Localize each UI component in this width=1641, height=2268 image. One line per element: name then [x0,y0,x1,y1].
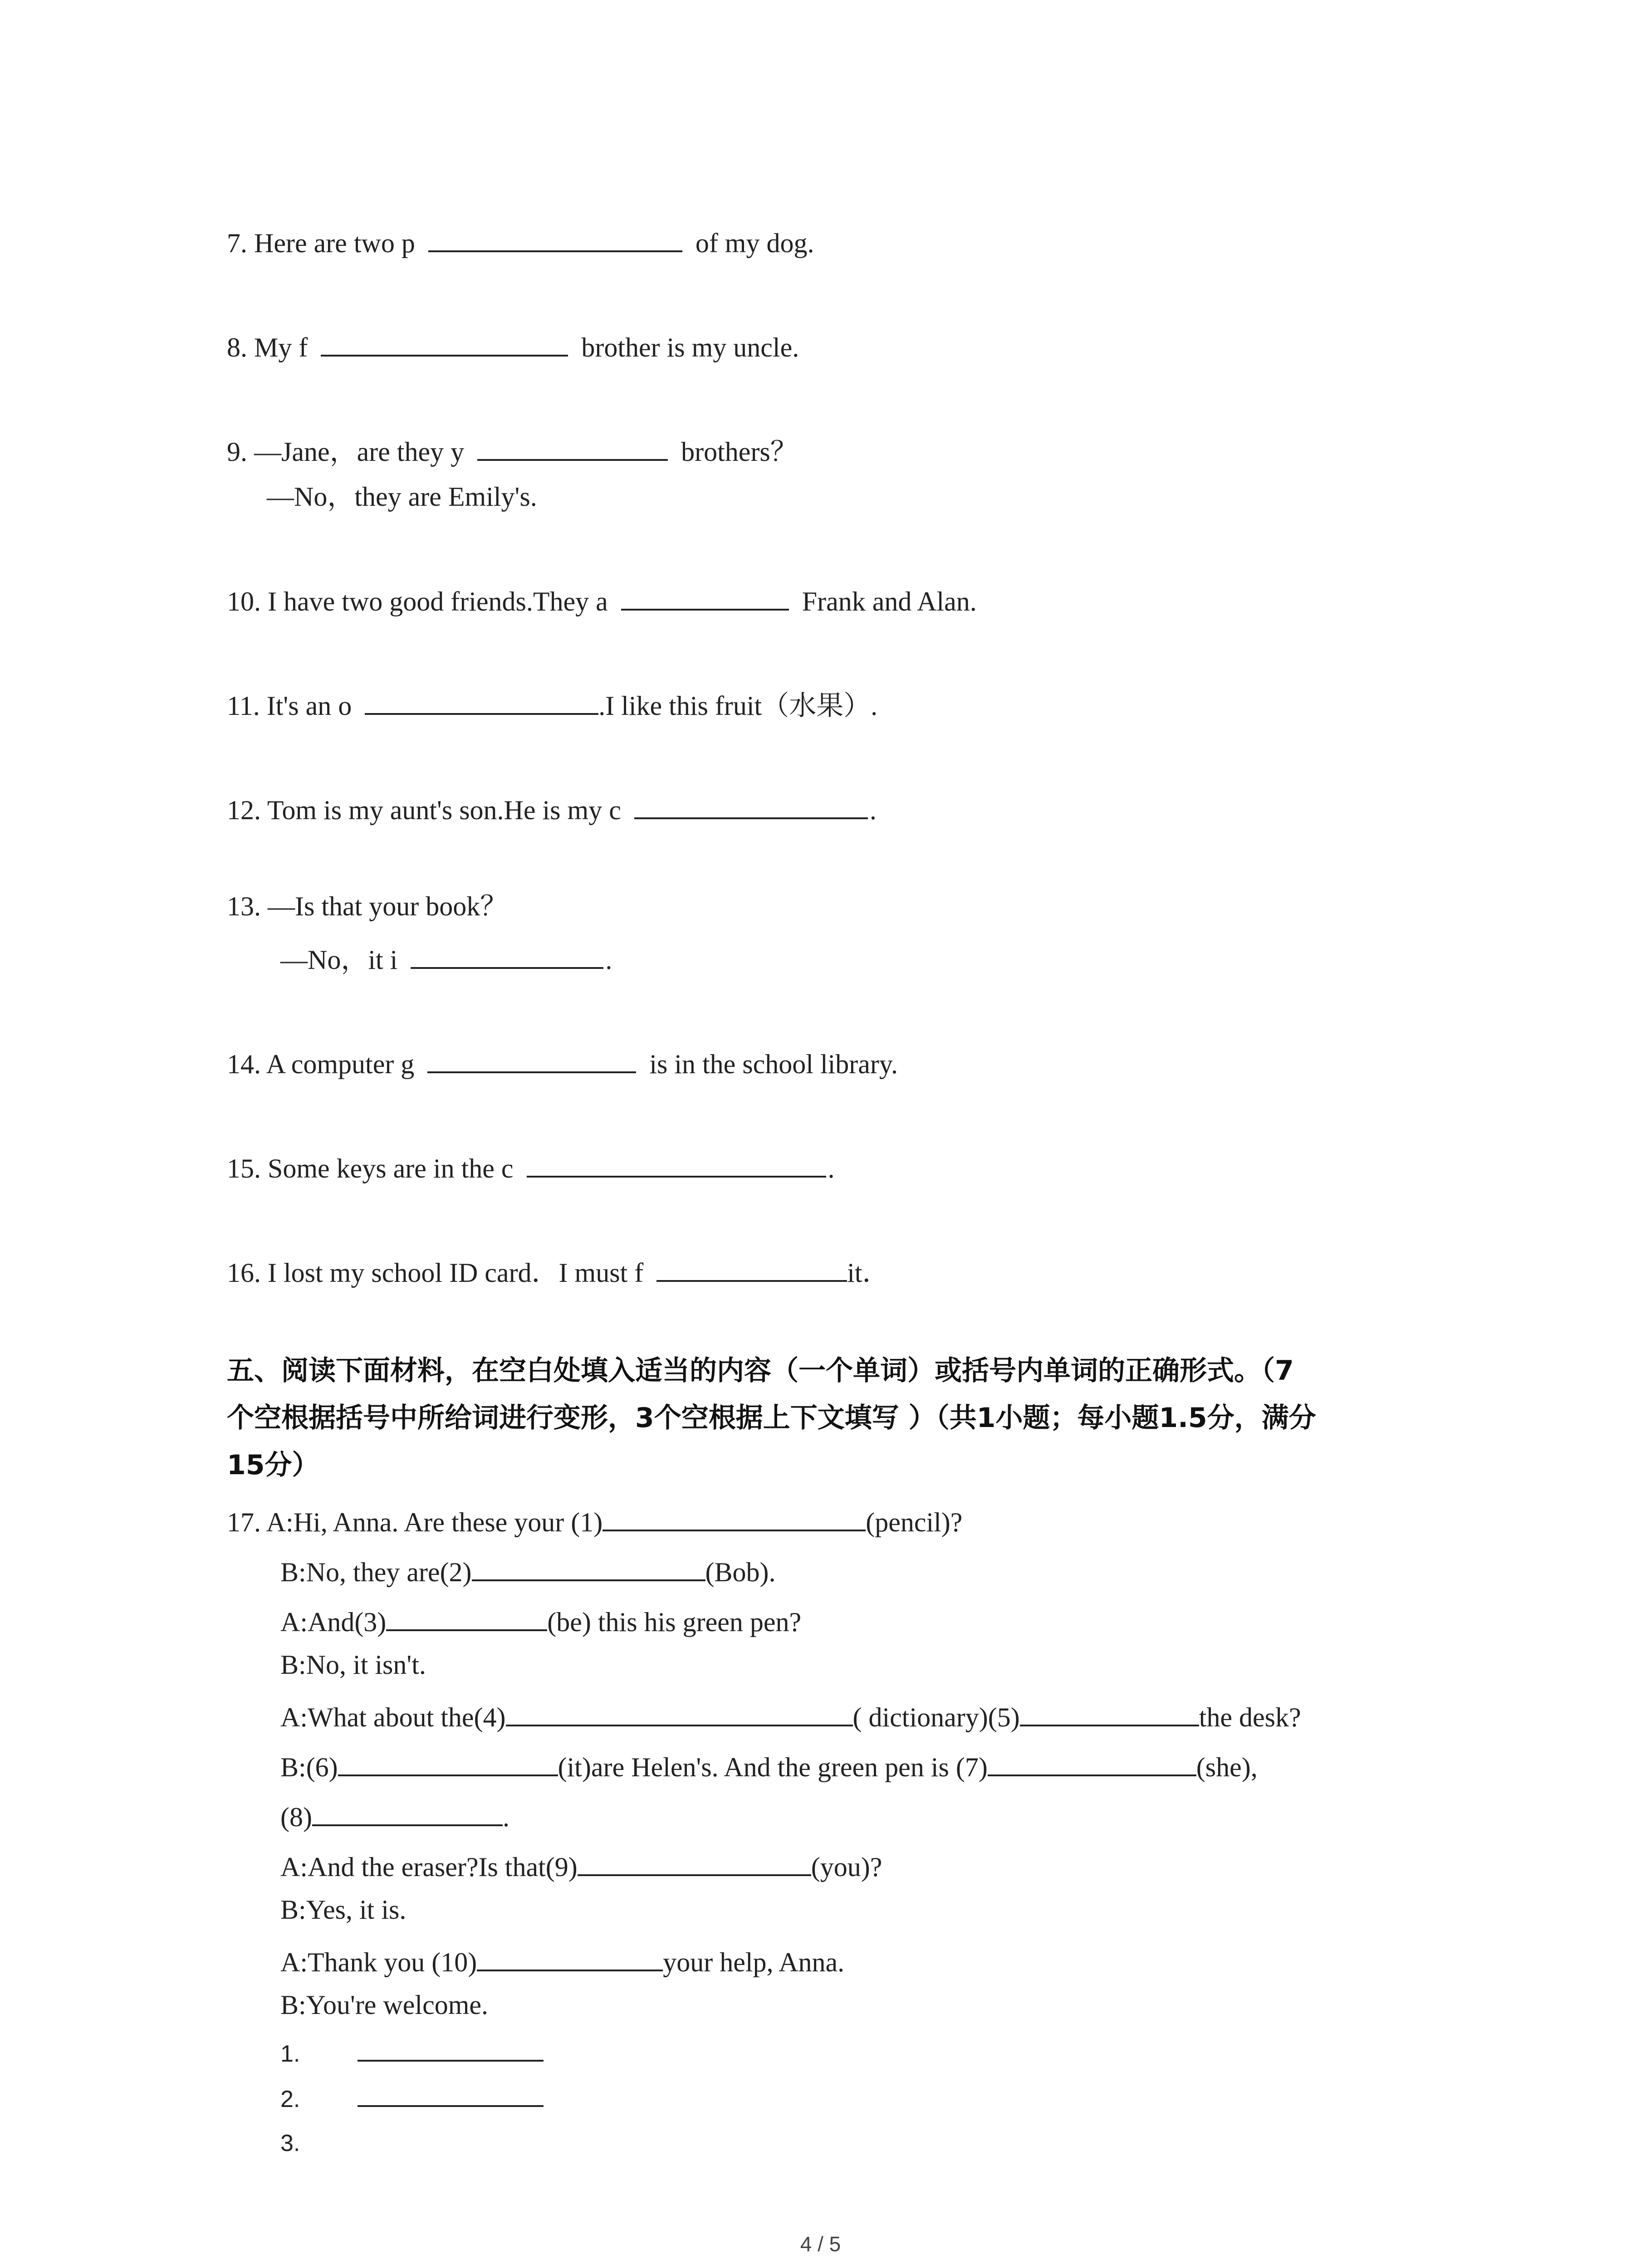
dialogue-text: A:Thank you (10) [280,1947,477,1977]
question-17-line-1 [227,1501,962,1540]
answer-blank-8[interactable] [312,1796,503,1826]
dialogue-text: ( dictionary)(5) [852,1702,1020,1732]
question-17-line-4: B:No, it isn't. [280,1650,426,1680]
answer-blank[interactable] [527,1148,826,1178]
answer-blank[interactable] [365,685,598,715]
answer-number: 1. [280,2041,300,2067]
answer-blank-2[interactable] [472,1551,705,1581]
question-text: it． [847,1258,890,1288]
question-17-line-7 [280,1796,509,1835]
answer-line[interactable] [358,2080,544,2107]
answer-blank[interactable] [427,1043,636,1073]
dialogue-text: . [502,1802,509,1832]
answer-blank[interactable] [621,581,789,611]
question-14 [227,1043,898,1082]
answer-line[interactable] [358,2034,544,2062]
answer-blank-10[interactable] [477,1941,663,1971]
question-16 [227,1252,890,1291]
answer-blank-9[interactable] [578,1846,811,1876]
question-number: 13. [227,891,261,921]
question-15 [227,1148,835,1187]
question-text: . [828,1154,835,1183]
question-17-line-2 [280,1551,776,1590]
question-text: It's an o [266,691,352,721]
question-number: 9. [227,437,247,467]
answer-blank-7[interactable] [988,1746,1196,1776]
answer-blank[interactable] [321,327,568,357]
question-text: Tom is my aunt's son.He is my c [267,795,621,825]
dialogue-text: the desk? [1199,1702,1301,1732]
question-number: 10. [227,587,261,616]
page-number: 4 / 5 [800,2232,841,2256]
dialogue-text: (you)? [811,1852,882,1882]
question-17-line-9: B:Yes, it is. [280,1895,407,1925]
question-7 [227,222,814,261]
question-number: 14. [227,1049,261,1079]
section-heading-line: 五、阅读下面材料，在空白处填入适当的内容（一个单词）或括号内单词的正确形式。（7 [227,1355,1294,1387]
section-heading-line: 15分） [227,1449,319,1481]
question-13-reply [280,939,612,978]
answer-blank[interactable] [656,1252,847,1282]
question-text: I lost my school ID card．I must f [268,1258,644,1288]
question-8 [227,327,799,366]
dialogue-text: (8) [280,1802,312,1832]
answer-item-2 [280,2080,550,2117]
question-17-line-6 [280,1746,1258,1785]
question-17-line-3 [280,1601,801,1640]
question-number: 7. [227,228,247,258]
question-number: 8. [227,332,247,362]
question-17-line-10 [280,1941,844,1980]
dialogue-text: your help, Anna. [663,1947,845,1977]
dialogue-text: (it)are Helen's. And the green pen is (7) [558,1752,988,1782]
answer-item-3 [280,2125,300,2161]
question-text: Here are two p [254,228,415,258]
question-text: . [869,795,877,825]
dialogue-text: A:And the eraser?Is that(9) [280,1852,578,1882]
answer-blank-3[interactable] [386,1601,547,1631]
question-12 [227,789,877,828]
answer-item-1 [280,2034,550,2072]
question-number: 16. [227,1258,261,1288]
question-text: of my dog. [695,228,814,258]
question-number: 11. [227,691,260,721]
answer-blank[interactable] [634,789,868,819]
dialogue-text: A:What about the(4) [280,1702,506,1732]
question-text: brothers？ [681,437,798,467]
question-text: I have two good friends.They a [268,587,608,616]
answer-number: 3. [280,2130,300,2156]
question-17-line-5 [280,1696,1301,1735]
dialogue-text: B:No, they are(2) [280,1557,472,1587]
question-number: 15. [227,1154,261,1183]
answer-blank-1[interactable] [603,1501,866,1531]
question-number: 17. [227,1507,261,1537]
section-heading-line: 个空根据括号中所给词进行变形，3个空根据上下文填写 ）（共1小题；每小题1.5分，满分 [227,1402,1316,1434]
dialogue-text: (pencil)? [866,1507,963,1537]
dialogue-text: (Bob). [705,1557,776,1587]
question-13 [227,888,507,924]
question-text: .I like this fruit（水果）. [598,691,878,721]
question-text: is in the school library. [649,1049,898,1079]
question-9 [227,431,798,470]
question-text: brother is my uncle. [581,332,799,362]
question-text: Frank and Alan. [802,587,977,616]
section-heading [227,1347,1474,1489]
question-text: —No，it i [280,945,398,975]
question-text: —Jane，are they y [254,437,465,467]
dialogue-text: A:Hi, Anna. Are these your (1) [266,1507,603,1537]
dialogue-text: (be) this his green pen? [547,1607,802,1637]
answer-blank-5[interactable] [1020,1696,1199,1726]
question-17-line-11: B:You're welcome. [280,1990,488,2020]
answer-blank-6[interactable] [338,1746,558,1776]
question-text: A computer g [266,1049,415,1079]
question-text: My f [254,332,308,362]
answer-blank[interactable] [411,939,603,969]
dialogue-text: B:(6) [280,1752,338,1782]
question-text: . [605,945,612,975]
question-text: Some keys are in the c [268,1154,514,1183]
question-11 [227,685,877,724]
answer-blank[interactable] [477,431,668,461]
dialogue-text: (she), [1196,1752,1258,1782]
question-17-line-8 [280,1846,882,1885]
question-9-reply: —No，they are Emily's. [267,482,537,512]
dialogue-text: A:And(3) [280,1607,387,1637]
question-10 [227,581,977,620]
answer-blank-4[interactable] [506,1696,853,1726]
question-text: —Is that your book？ [268,891,508,921]
question-number: 12. [227,795,261,825]
answer-blank[interactable] [428,222,682,252]
answer-number: 2. [280,2086,300,2112]
